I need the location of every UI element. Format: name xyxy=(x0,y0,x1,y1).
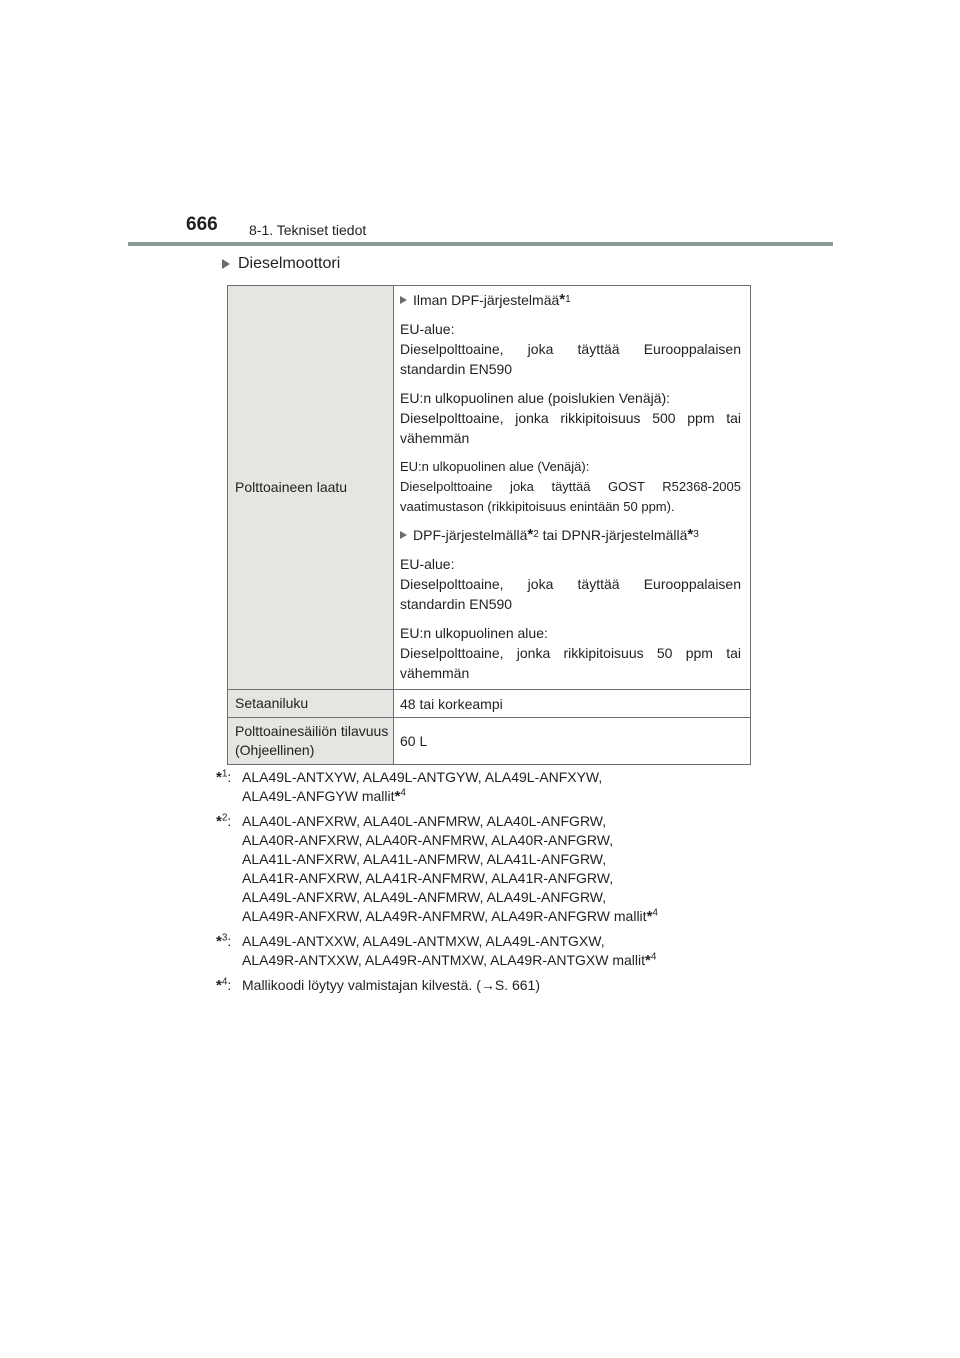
triangle-bullet-icon xyxy=(222,259,230,269)
footnote-star: * xyxy=(559,291,566,308)
eu-area-paragraph: EU-alue: Dieselpolttoaine, joka täyttää Eurooppalaisen standardin EN590 xyxy=(400,556,741,612)
fuel-spec-table xyxy=(227,285,751,765)
cetane-label: Setaaniluku xyxy=(228,690,394,718)
russia-paragraph: EU:n ulkopuolinen alue (Venäjä): Dieselpolttoaine joka täyttää GOST R52368-2005 vaatimustason (rikkipitoisuus enintään 50 ppm). xyxy=(400,459,741,514)
triangle-bullet-icon xyxy=(400,531,407,539)
footnote-2: *$^2$: ALA40L-ANFXRW, ALA40L-ANFMRW, ALA40L-ANFGRW, ALA40R-ANFXRW, ALA40R-ANFMRW, ALA40R-ANFGRW, ALA41L-ANFXRW, ALA41L-ANFMRW, ALA41L-ANFGRW, ALA41R-ANFXRW, ALA41R-ANFMRW, ALA41R-ANFGRW, ALA49L-ANFXRW, ALA49L-ANFMRW, ALA49L-ANFGRW, ALA49R-ANFXRW, ALA49R-ANFMRW, ALA49R-ANFGRW mallit*$^4$ xyxy=(216,812,658,925)
without-dpf-heading: Ilman DPF-järjestelmää * 1 xyxy=(400,290,741,310)
cetane-value: 48 tai korkeampi xyxy=(394,690,751,718)
footnote-3: *$^3$: ALA49L-ANTXXW, ALA49L-ANTMXW, ALA49L-ANTGXW, ALA49R-ANTXXW, ALA49R-ANTMXW, ALA49R-ANTGXW mallit*$^4$ xyxy=(216,932,657,969)
non-eu-paragraph: EU:n ulkopuolinen alue (poislukien Venäjä): Dieselpolttoaine, jonka rikkipitoisuus 500 ppm tai vähemmän xyxy=(400,390,741,446)
table-row xyxy=(228,286,751,690)
fuel-quality-value xyxy=(394,286,751,690)
eu-area-paragraph: EU-alue: Dieselpolttoaine, joka täyttää Eurooppalaisen standardin EN590 xyxy=(400,321,741,377)
footnotes xyxy=(216,768,776,1001)
subheading xyxy=(222,255,340,273)
non-eu-paragraph: EU:n ulkopuolinen alue: Dieselpolttoaine, jonka rikkipitoisuus 50 ppm tai vähemmän xyxy=(400,625,741,681)
page-number: 666 xyxy=(186,214,218,235)
tank-capacity-label: Polttoainesäiliön tilavuus (Ohjeellinen) xyxy=(228,718,394,765)
page-reference-link[interactable]: Mallikoodi löytyy valmistajan kilvestä. (→S. 661) xyxy=(242,977,540,993)
header-divider xyxy=(128,242,833,246)
section-title: 8-1. Tekniset tiedot xyxy=(249,222,367,238)
footnote-4: *$^4$: Mallikoodi löytyy valmistajan kilvestä. (→S. 661) xyxy=(216,976,776,995)
triangle-bullet-icon xyxy=(400,296,407,304)
table-row xyxy=(228,690,751,718)
table-row xyxy=(228,718,751,765)
subheading-text: Dieselmoottori xyxy=(238,255,341,272)
tank-capacity-value: 60 L xyxy=(394,718,751,765)
fuel-quality-label: Polttoaineen laatu xyxy=(228,286,394,690)
footnote-1: *$^1$: ALA49L-ANTXYW, ALA49L-ANTGYW, ALA49L-ANFXYW, ALA49L-ANFGYW mallit*$^4$ xyxy=(216,768,603,805)
with-dpf-heading: DPF-järjestelmällä * 2 tai DPNR-järjestelmällä * 3 xyxy=(400,525,741,545)
